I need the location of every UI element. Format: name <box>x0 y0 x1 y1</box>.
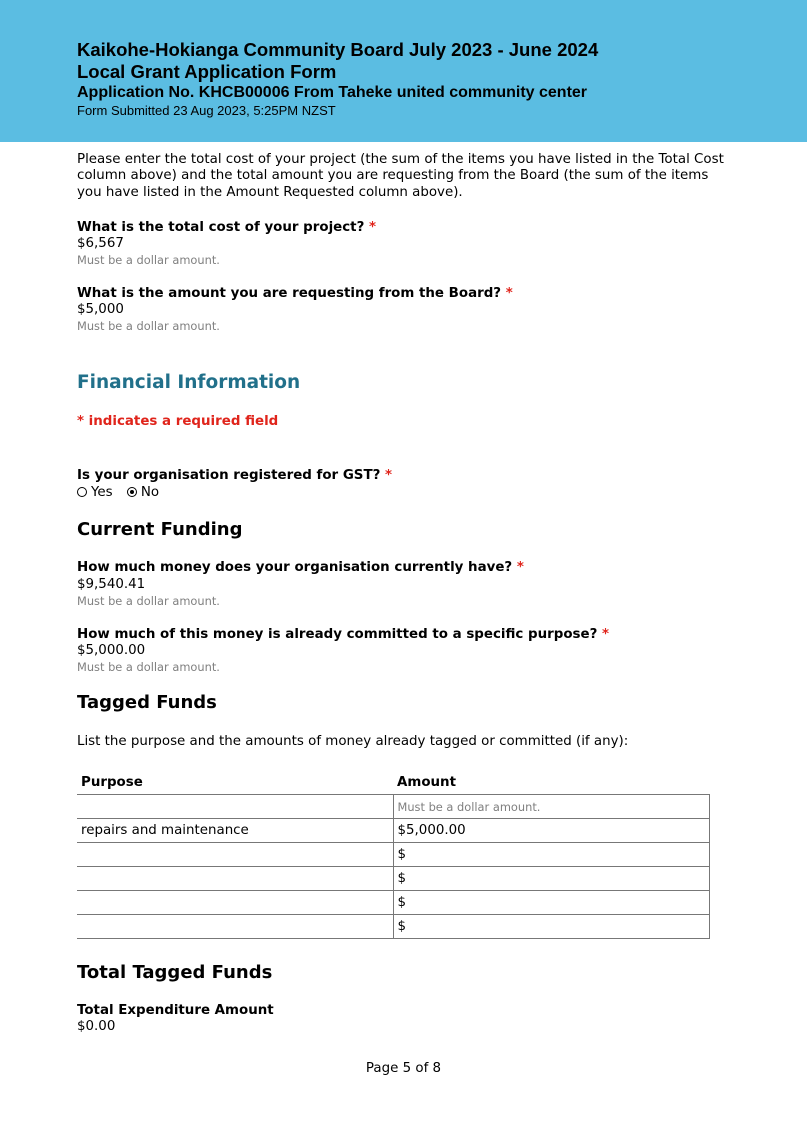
amount-requested-value: $5,000 <box>77 302 124 317</box>
gst-option-no[interactable] <box>127 485 159 501</box>
required-asterisk: * <box>516 560 524 575</box>
table-row <box>77 915 710 939</box>
tagged-funds-table <box>77 770 710 939</box>
required-asterisk: * <box>385 468 393 483</box>
amount-requested-label: What is the amount you are requesting from the Board? <box>77 286 502 301</box>
table-header-row <box>77 770 710 795</box>
gst-option-yes[interactable] <box>77 485 113 501</box>
money-have-label: How much money does your organisation currently have? <box>77 560 513 575</box>
money-have-value: $9,540.41 <box>77 577 146 592</box>
money-committed-label: How much of this money is already committed to a specific purpose? <box>77 627 598 642</box>
money-have-hint: Must be a dollar amount. <box>77 594 220 608</box>
submission-date: Form Submitted 23 Aug 2023, 5:25PM NZST <box>77 103 336 118</box>
amount-hint-cell: Must be a dollar amount. <box>393 795 710 819</box>
amount-requested-hint: Must be a dollar amount. <box>77 319 220 333</box>
total-cost-label: What is the total cost of your project? <box>77 220 365 235</box>
total-cost-value: $6,567 <box>77 236 124 251</box>
required-asterisk: * <box>369 220 377 235</box>
required-field-note: * indicates a required field <box>77 414 279 429</box>
table-row <box>77 795 710 819</box>
form-title-line-2: Local Grant Application Form <box>77 61 337 82</box>
purpose-column-header: Purpose <box>77 770 393 795</box>
total-cost-hint: Must be a dollar amount. <box>77 253 220 267</box>
amount-cell[interactable]: $ <box>393 915 710 939</box>
table-row <box>77 819 710 843</box>
gst-radio-group <box>77 485 169 501</box>
total-expenditure-value: $0.00 <box>77 1019 116 1034</box>
money-committed-question <box>77 627 609 643</box>
amount-requested-question <box>77 286 513 302</box>
form-title-line-1: Kaikohe-Hokianga Community Board July 2023 - June 2024 <box>77 39 599 60</box>
table-row <box>77 891 710 915</box>
gst-question <box>77 468 392 484</box>
tagged-funds-heading: Tagged Funds <box>77 692 217 713</box>
money-have-question <box>77 560 524 576</box>
gst-label: Is your organisation registered for GST? <box>77 468 381 483</box>
gst-option-no-label: No <box>140 485 160 500</box>
tagged-funds-instruction: List the purpose and the amounts of money already tagged or committed (if any): <box>77 734 629 749</box>
table-row <box>77 843 710 867</box>
gst-option-yes-label: Yes <box>91 485 113 500</box>
current-funding-heading: Current Funding <box>77 519 243 540</box>
financial-information-heading: Financial Information <box>77 372 301 393</box>
table-row <box>77 867 710 891</box>
purpose-cell[interactable]: repairs and maintenance <box>77 819 393 843</box>
form-title <box>77 39 598 83</box>
total-tagged-funds-heading: Total Tagged Funds <box>77 962 273 983</box>
amount-cell[interactable]: $ <box>393 891 710 915</box>
purpose-cell[interactable] <box>77 915 393 939</box>
total-cost-question <box>77 220 376 236</box>
amount-cell[interactable]: $5,000.00 <box>393 819 710 843</box>
amount-column-header: Amount <box>393 770 710 795</box>
intro-paragraph: Please enter the total cost of your project (the sum of the items you have listed in the Total Cost column above) and the total amount you are requesting from the Board (the sum of the items you have listed in the Amount Requested column above). <box>77 152 724 200</box>
total-expenditure-label: Total Expenditure Amount <box>77 1003 274 1018</box>
amount-cell[interactable]: $ <box>393 867 710 891</box>
money-committed-value: $5,000.00 <box>77 643 146 658</box>
radio-unselected-icon <box>77 487 87 497</box>
required-asterisk: * <box>602 627 610 642</box>
required-asterisk: * <box>505 286 513 301</box>
purpose-cell[interactable] <box>77 843 393 867</box>
purpose-cell[interactable] <box>77 795 393 819</box>
purpose-cell[interactable] <box>77 891 393 915</box>
application-number: Application No. KHCB00006 From Taheke united community center <box>77 84 588 101</box>
radio-selected-icon <box>127 487 137 497</box>
money-committed-hint: Must be a dollar amount. <box>77 660 220 674</box>
page-number: Page 5 of 8 <box>365 1061 442 1076</box>
form-header <box>0 0 807 142</box>
purpose-cell[interactable] <box>77 867 393 891</box>
amount-cell[interactable]: $ <box>393 843 710 867</box>
